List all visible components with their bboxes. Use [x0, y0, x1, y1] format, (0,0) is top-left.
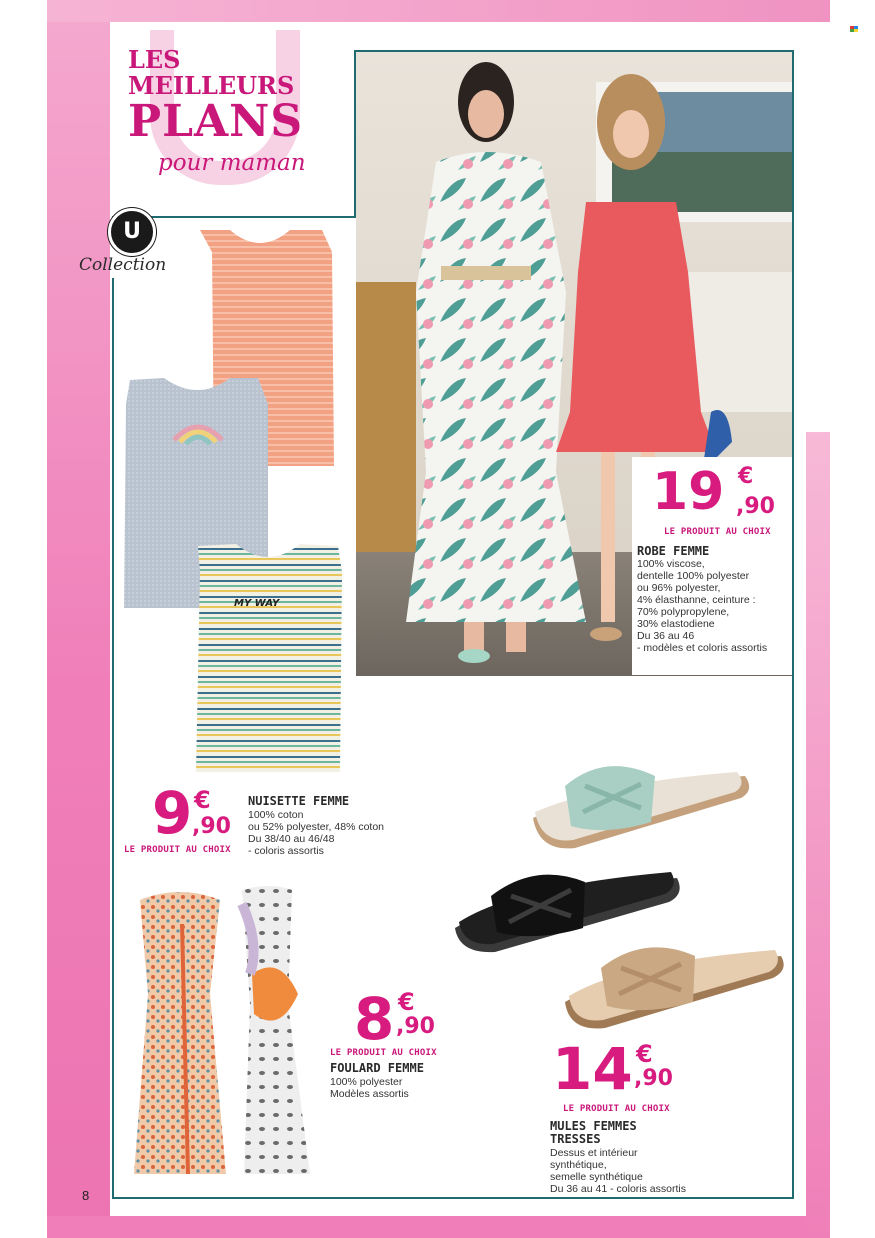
nuisettes-image	[120, 228, 356, 780]
corner-color-mark	[850, 26, 858, 32]
mules-price-main: 14	[552, 1035, 633, 1103]
nuisette-price-main: 9	[152, 779, 193, 847]
robe-desc-line: 100% viscose,	[637, 558, 705, 570]
foulard-description	[330, 1076, 409, 1100]
robe-price-cents: ,90	[736, 494, 775, 519]
panel-border-right	[792, 50, 794, 1199]
mules-image	[455, 756, 785, 1046]
headline-script: pour maman	[158, 150, 306, 176]
nuisette-desc-line: - coloris assortis	[248, 845, 324, 857]
foulard-price-cents: ,90	[396, 1014, 435, 1039]
nuisette-choice-label: LE PRODUIT AU CHOIX	[124, 845, 231, 855]
shirt-print-text: MY WAY	[234, 598, 280, 609]
mules-description	[550, 1147, 686, 1195]
robe-price-main: 19	[652, 462, 725, 522]
robe-desc-line: - modèles et coloris assortis	[637, 642, 768, 654]
mules-price-currency: €	[636, 1040, 653, 1068]
robe-desc-line: 4% élasthanne, ceinture :	[637, 594, 756, 606]
foulard-desc-line: 100% polyester	[330, 1076, 403, 1088]
u-logo-letter: U	[123, 219, 141, 244]
mules-desc-line: Du 36 au 41 - coloris assortis	[550, 1183, 686, 1195]
mules-desc-line: semelle synthétique	[550, 1171, 643, 1183]
mules-desc-line: Dessus et intérieur	[550, 1147, 638, 1159]
headline-plans: PLANS	[128, 96, 304, 147]
pink-frame-top	[47, 0, 830, 22]
robe-description	[637, 558, 767, 654]
page-number: 8	[82, 1188, 90, 1203]
mules-price-cents: ,90	[634, 1066, 673, 1091]
mules-title-line2: TRESSES	[550, 1132, 601, 1146]
nuisette-desc-line: 100% coton	[248, 809, 304, 821]
pink-frame-left	[47, 0, 110, 1238]
panel-border-bottom	[112, 1197, 794, 1199]
foulard-choice-label: LE PRODUIT AU CHOIX	[330, 1048, 437, 1058]
robe-desc-line: 30% elastodiene	[637, 618, 715, 630]
nuisettes-illustration	[120, 228, 356, 780]
nuisette-description	[248, 809, 384, 857]
robe-desc-line: ou 96% polyester,	[637, 582, 721, 594]
nuisette-desc-line: Du 38/40 au 46/48	[248, 833, 335, 845]
robe-price-currency: €	[738, 464, 754, 489]
nuisette-desc-line: ou 52% polyester, 48% coton	[248, 821, 385, 833]
nuisette-price-currency: €	[194, 786, 211, 814]
headline-les: LES	[128, 45, 181, 74]
robe-desc-line: Du 36 au 46	[637, 630, 695, 642]
foulard-title: FOULARD FEMME	[330, 1061, 424, 1075]
nuisette-title: NUISETTE FEMME	[248, 794, 350, 808]
nuisette-price-cents: ,90	[192, 814, 231, 839]
mules-illustration	[455, 756, 785, 1046]
foulard-price-currency: €	[398, 988, 415, 1016]
pink-frame-right	[806, 432, 830, 1238]
foulards-image	[130, 884, 324, 1196]
robe-title: ROBE FEMME	[637, 544, 710, 558]
robe-desc-line: 70% polypropylene,	[637, 606, 730, 618]
foulard-desc-line: Modèles assortis	[330, 1088, 409, 1100]
robe-choice-label: LE PRODUIT AU CHOIX	[664, 527, 771, 537]
collection-label: Collection	[79, 255, 167, 275]
pink-frame-bottom	[47, 1216, 830, 1238]
mules-choice-label: LE PRODUIT AU CHOIX	[563, 1104, 670, 1114]
robe-desc-line: dentelle 100% polyester	[637, 570, 750, 582]
foulards-illustration	[130, 884, 324, 1196]
mules-desc-line: synthétique,	[550, 1159, 607, 1171]
mules-title-line1: MULES FEMMES	[550, 1119, 637, 1133]
foulard-price-main: 8	[354, 985, 395, 1053]
headline-meilleurs: MEILLEURS	[128, 71, 295, 100]
panel-border-left	[112, 278, 114, 1198]
